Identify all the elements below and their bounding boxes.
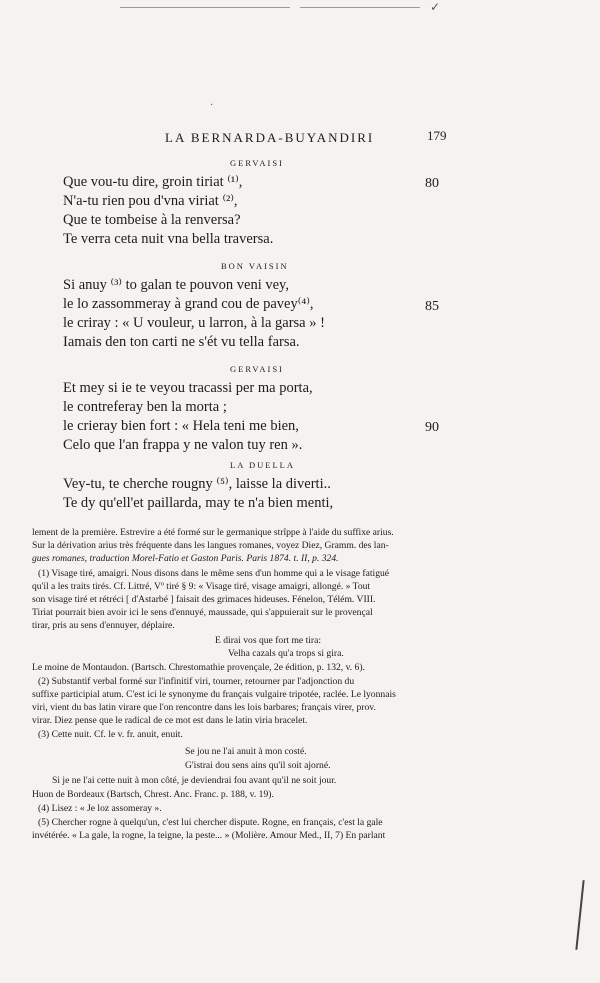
footnote-line: (2) Substantif verbal formé sur l'infinitif viri, tourner, retourner par l'adjonction du [38, 676, 355, 687]
footnote-line: (1) Visage tiré, amaigri. Nous disons dans le même sens d'un homme qui a le visage fatigué [38, 568, 390, 579]
footnote-line: Si je ne l'ai cette nuit à mon côté, je deviendrai fou avant qu'il ne soit jour. [52, 775, 337, 786]
footnote-line: tirar, pris au sens d'ennuyer, déplaire. [32, 620, 175, 631]
quote-line: E dirai vos que fort me tira: [215, 635, 322, 646]
line-number: 90 [425, 420, 439, 435]
footnote-line: suffixe participial atum. C'est ici le synonyme du français vulgaire tripotée, raclée. Le lyonnais [32, 689, 396, 700]
footnote-line: lement de la première. Estrevire a été formé sur le germanique strîppe à l'aide du suffixe arius. [32, 527, 394, 538]
page-number: 179 [427, 128, 447, 143]
top-rule-right [300, 7, 420, 8]
footnote-line: (3) Cette nuit. Cf. le v. fr. anuit, enuit. [38, 729, 183, 740]
footnote-line: invétérée. « La gale, la rogne, la teigne, la peste... » (Molière. Amour Med., II, 7) En parlant [32, 830, 386, 841]
line-number: 80 [425, 176, 439, 191]
footnote-line: (4) Lisez : « Je loz assomeray ». [38, 803, 162, 814]
citation-line: Huon de Bordeaux (Bartsch, Chrest. Anc. Franc. p. 188, v. 19). [32, 789, 274, 800]
footnote-line: Sur la dérivation arius très fréquente dans les langues romanes, voyez Diez, Gramm. des lan- [32, 540, 389, 551]
footnote-line: viri, vient du bas latin virare que l'on rencontre dans les lois barbares; français virer, prov. [32, 702, 376, 713]
scan-artifact [575, 880, 584, 950]
verse-line: Si anuy ⁽³⁾ to galan te pouvon veni vey, [63, 277, 289, 293]
verse-line: le criray : « U vouleur, u larron, à la garsa » ! [63, 315, 325, 331]
line-number: 85 [425, 299, 439, 314]
top-rule-left [120, 7, 290, 8]
speaker-label: GERVAISI [230, 364, 284, 374]
verse-line: Te verra ceta nuit vna bella traversa. [63, 231, 274, 247]
verse-line: le lo zassommeray à grand cou de pavey⁽⁴⁾, [63, 296, 314, 312]
quote-line: Velha cazals qu'a trops si gira. [228, 648, 344, 659]
verse-line: Iamais den ton carti ne s'ét vu tella farsa. [63, 334, 300, 350]
verse-line: le crieray bien fort : « Hela teni me bien, [63, 418, 299, 434]
verse-line: Te dy qu'ell'et paillarda, may te n'a bien menti, [63, 495, 334, 511]
quote-line: G'istrai dou sens ains qu'il soit ajorné. [185, 760, 331, 771]
verse-line: Et mey si ie te veyou tracassi per ma porta, [63, 380, 313, 396]
verse-line: le contreferay ben la morta ; [63, 399, 227, 415]
footnote-line: qu'il a les traits tirés. Cf. Littré, Vº tiré § 9: « Visage tiré, visage amaigri, allongé. » Tout [32, 581, 371, 592]
verse-line: N'a-tu rien pou d'vna viriat ⁽²⁾, [63, 193, 238, 209]
scan-mark-icon: ✓ [430, 0, 441, 14]
speaker-label: LA DUELLA [230, 460, 295, 470]
verse-line: Que te tombeise à la renversa? [63, 212, 241, 228]
footnote-line: virar. Diez pense que le radical de ce mot est dans le latin viria bracelet. [32, 715, 308, 726]
footnote-line: son visage tiré et rétréci [ d'Astarbé ] faisait des grimaces hideuses. Fénelon, Télém. VIII. [32, 594, 376, 605]
verse-line: Que vou-tu dire, groin tiriat ⁽¹⁾, [63, 174, 243, 190]
quote-line: Se jou ne l'ai anuit à mon costé. [185, 746, 307, 757]
footnote-line: Tiriat pourrait bien avoir ici le sens d'ennuyé, maussade, qui s'appuierait sur le provençal [32, 607, 373, 618]
speaker-label: GERVAISI [230, 158, 284, 168]
speaker-label: BON VAISIN [221, 261, 289, 271]
dot-mark-icon: · [210, 100, 214, 111]
running-title: LA BERNARDA-BUYANDIRI [165, 130, 375, 145]
verse-line: Celo que l'an frappa y ne valon tuy ren ». [63, 437, 303, 453]
citation-line: Le moine de Montaudon. (Bartsch. Chrestomathie provençale, 2e édition, p. 132, v. 6). [32, 662, 365, 673]
footnote-line: (5) Chercher rogne à quelqu'un, c'est lui chercher dispute. Rogne, en français, c'est la gale [38, 817, 383, 828]
verse-line: Vey-tu, te cherche rougny ⁽⁵⁾, laisse la diverti.. [63, 476, 331, 492]
footnote-line: gues romanes, traduction Morel-Fatio et Gaston Paris. Paris 1874. t. II, p. 324. [32, 553, 339, 564]
